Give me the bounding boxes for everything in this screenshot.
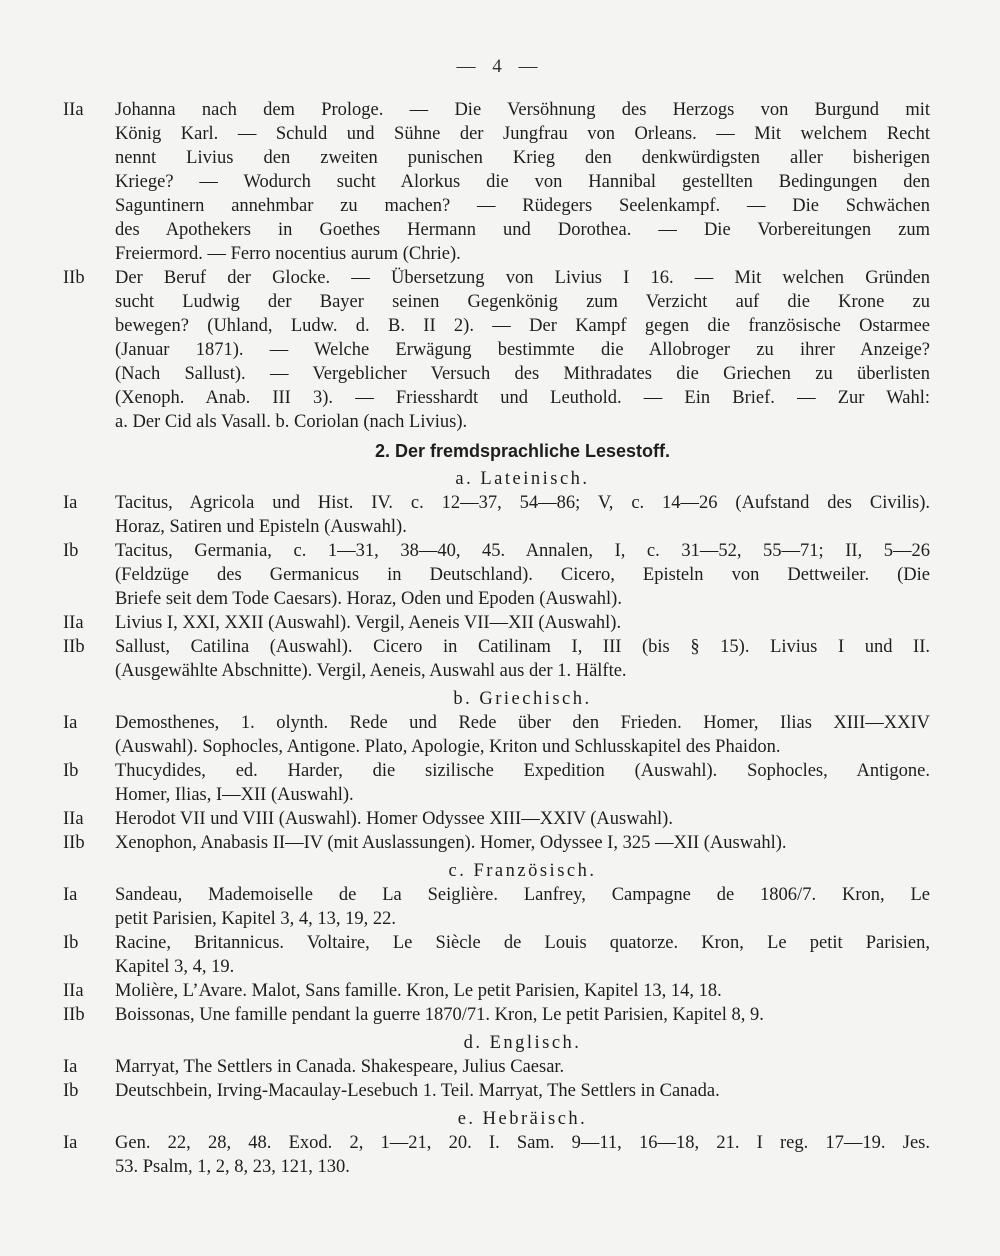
- text-line: (Auswahl). Sophocles, Antigone. Plato, Apologie, Kriton und Schlusskapitel des Phaidon.: [115, 737, 781, 757]
- language-subheading: a. Lateinisch.: [455, 469, 590, 489]
- class-label: IIb: [63, 1005, 85, 1025]
- text-line: nennt Livius den zweiten punischen Krieg den denkwürdigsten aller bisherigen: [115, 148, 930, 168]
- text-line: Der Beruf der Glocke. — Übersetzung von Livius I 16. — Mit welchen Gründen: [115, 268, 930, 288]
- text-line: Marryat, The Settlers in Canada. Shakespeare, Julius Caesar.: [115, 1057, 565, 1077]
- text-line: Tacitus, Germania, c. 1—31, 38—40, 45. Annalen, I, c. 31—52, 55—71; II, 5—26: [115, 541, 930, 561]
- text-line: bewegen? (Uhland, Ludw. d. B. II 2). — Der Kampf gegen die französische Ostarmee: [115, 316, 930, 336]
- class-entry: [63, 931, 930, 979]
- class-entry: [63, 266, 930, 434]
- text-line: Thucydides, ed. Harder, die sizilische Expedition (Auswahl). Sophocles, Antigone.: [115, 761, 930, 781]
- language-subheading: b. Griechisch.: [453, 689, 592, 709]
- text-line: Homer, Ilias, I—XII (Auswahl).: [115, 785, 354, 805]
- page-number: — 4 —: [456, 56, 544, 77]
- class-label: Ia: [63, 1133, 78, 1153]
- class-label: IIa: [63, 100, 84, 120]
- text-line: Kapitel 3, 4, 19.: [115, 957, 235, 977]
- class-entry: [63, 1079, 930, 1103]
- class-entry: [63, 711, 930, 759]
- text-line: Sandeau, Mademoiselle de La Seiglière. Lanfrey, Campagne de 1806/7. Kron, Le: [115, 885, 930, 905]
- class-label: IIb: [63, 637, 85, 657]
- text-line: (Nach Sallust). — Vergeblicher Versuch des Mithradates die Griechen zu überlisten: [115, 364, 930, 384]
- class-entry: [63, 979, 930, 1003]
- text-line: Molière, L’Avare. Malot, Sans famille. Kron, Le petit Parisien, Kapitel 13, 14, 18.: [115, 981, 722, 1001]
- text-line: Sallust, Catilina (Auswahl). Cicero in Catilinam I, III (bis § 15). Livius I und II.: [115, 637, 930, 657]
- text-line: Saguntinern annehmbar zu machen? — Rüdegers Seelenkampf. — Die Schwächen: [115, 196, 930, 216]
- text-line: Gen. 22, 28, 48. Exod. 2, 1—21, 20. I. Sam. 9—11, 16—18, 21. I reg. 17—19. Jes.: [115, 1133, 930, 1153]
- text-line: (Ausgewählte Abschnitte). Vergil, Aeneis, Auswahl aus der 1. Hälfte.: [115, 661, 627, 681]
- class-label: IIa: [63, 809, 84, 829]
- text-line: Livius I, XXI, XXII (Auswahl). Vergil, Aeneis VII—XII (Auswahl).: [115, 613, 622, 633]
- class-label: Ia: [63, 1057, 78, 1077]
- class-label: Ib: [63, 541, 79, 561]
- text-line: (Januar 1871). — Welche Erwägung bestimmte die Allobroger zu ihrer Anzeige?: [115, 340, 930, 360]
- class-entry: [63, 759, 930, 807]
- language-subheading: d. Englisch.: [463, 1033, 582, 1053]
- class-entry: [63, 807, 930, 831]
- class-label: Ia: [63, 493, 78, 513]
- class-entry: [63, 98, 930, 266]
- text-line: Briefe seit dem Tode Caesars). Horaz, Oden und Epoden (Auswahl).: [115, 589, 622, 609]
- class-entry: [63, 1055, 930, 1079]
- text-line: Xenophon, Anabasis II—IV (mit Auslassungen). Homer, Odyssee I, 325 —XII (Auswahl).: [115, 833, 787, 853]
- class-entry: [63, 491, 930, 539]
- text-line: Herodot VII und VIII (Auswahl). Homer Odyssee XIII—XXIV (Auswahl).: [115, 809, 673, 829]
- text-line: Tacitus, Agricola und Hist. IV. c. 12—37, 54—86; V, c. 14—26 (Aufstand des Civilis).: [115, 493, 930, 513]
- text-line: petit Parisien, Kapitel 3, 4, 13, 19, 22.: [115, 909, 397, 929]
- text-line: des Apothekers in Goethes Hermann und Dorothea. — Die Vorbereitungen zum: [115, 220, 930, 240]
- text-line: Horaz, Satiren und Episteln (Auswahl).: [115, 517, 407, 537]
- text-line: Racine, Britannicus. Voltaire, Le Siècle de Louis quatorze. Kron, Le petit Parisien,: [115, 933, 930, 953]
- text-line: 53. Psalm, 1, 2, 8, 23, 121, 130.: [115, 1157, 350, 1177]
- class-entry: [63, 635, 930, 683]
- class-label: Ia: [63, 713, 78, 733]
- class-label: Ib: [63, 933, 79, 953]
- class-entry: [63, 539, 930, 611]
- text-line: Kriege? — Wodurch sucht Alorkus die von Hannibal gestellten Bedingungen den: [115, 172, 930, 192]
- text-line: Deutschbein, Irving-Macaulay-Lesebuch 1. Teil. Marryat, The Settlers in Canada.: [115, 1081, 720, 1101]
- class-label: Ia: [63, 885, 78, 905]
- class-label: IIb: [63, 833, 85, 853]
- class-entry: [63, 831, 930, 855]
- text-line: a. Der Cid als Vasall. b. Coriolan (nach Livius).: [115, 412, 468, 432]
- class-label: IIa: [63, 613, 84, 633]
- class-label: IIa: [63, 981, 84, 1001]
- language-subheading: c. Französisch.: [448, 861, 597, 881]
- text-line: König Karl. — Schuld und Sühne der Jungfrau von Orleans. — Mit welchem Recht: [115, 124, 930, 144]
- text-line: Johanna nach dem Prologe. — Die Versöhnung des Herzogs von Burgund mit: [115, 100, 930, 120]
- class-entry: [63, 883, 930, 931]
- class-label: IIb: [63, 268, 85, 288]
- text-line: Freiermord. — Ferro nocentius aurum (Chrie).: [115, 244, 461, 264]
- text-line: (Feldzüge des Germanicus in Deutschland). Cicero, Episteln von Dettweiler. (Die: [115, 565, 930, 585]
- class-label: Ib: [63, 1081, 79, 1101]
- class-entry: [63, 611, 930, 635]
- text-line: (Xenoph. Anab. III 3). — Friesshardt und Leuthold. — Ein Brief. — Zur Wahl:: [115, 388, 930, 408]
- text-line: Demosthenes, 1. olynth. Rede und Rede über den Frieden. Homer, Ilias XIII—XXIV: [115, 713, 930, 733]
- section-heading: 2. Der fremdsprachliche Lesestoff.: [374, 441, 671, 461]
- text-line: Boissonas, Une famille pendant la guerre 1870/71. Kron, Le petit Parisien, Kapitel 8, 9.: [115, 1005, 764, 1025]
- class-entry: [63, 1131, 930, 1179]
- document-body: [63, 98, 930, 1179]
- language-subheading: e. Hebräisch.: [457, 1109, 588, 1129]
- text-line: sucht Ludwig der Bayer seinen Gegenkönig zum Verzicht auf die Krone zu: [115, 292, 930, 312]
- class-label: Ib: [63, 761, 79, 781]
- class-entry: [63, 1003, 930, 1027]
